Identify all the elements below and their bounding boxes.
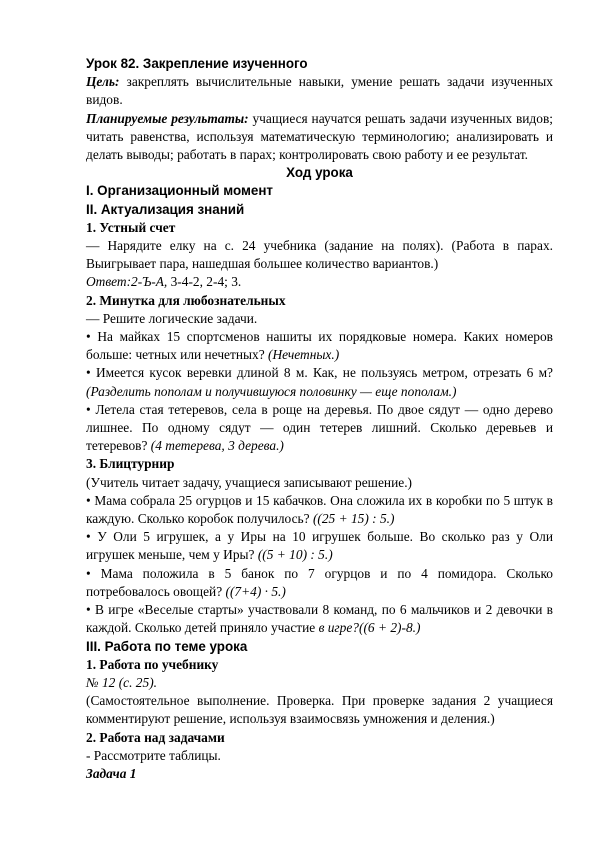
oral-count-text: — Нарядите елку на с. 24 учебника (задание на полях). (Работа в парах. Выигрывает пара, нашедшая большее количество вариантов.) bbox=[86, 238, 553, 272]
results-label: Планируемые результаты: bbox=[86, 110, 249, 126]
section-2-heading: II. Актуализация знаний bbox=[86, 201, 245, 217]
goal-label: Цель: bbox=[86, 74, 120, 90]
course-heading: Ход урока bbox=[286, 165, 353, 181]
answer-rest: 3-4-2, 2-4; 3. bbox=[167, 274, 242, 290]
question-answer: (Разделить пополам и получившуюся половинку — еще пополам.) bbox=[86, 383, 457, 399]
goal-paragraph bbox=[86, 73, 553, 109]
question-text: • В игре «Веселые старты» участвовали 8 команд, по 6 мальчиков и 2 девочки в каждой. Сколько детей приняло участие bbox=[86, 602, 553, 636]
minute-question-3 bbox=[86, 401, 553, 456]
question-answer: (4 тетерева, 3 дерева.) bbox=[150, 438, 284, 454]
textbook-reference: № 12 (с. 25). bbox=[86, 674, 158, 690]
question-answer: (Нечетных.) bbox=[268, 347, 340, 363]
minute-heading: 2. Минутка для любознательных bbox=[86, 292, 286, 308]
oral-count-heading: 1. Устный счет bbox=[86, 219, 176, 235]
results-text: учащиеся научатся решать задачи изученных видов; читать равенства, используя математическую терминологию; анализировать и делать выводы; работать в парах; контролировать свою работу и ее результат. bbox=[86, 110, 553, 163]
tasks-intro: - Рассмотрите таблицы. bbox=[86, 747, 221, 763]
question-answer: ((25 + 15) : 5.) bbox=[312, 511, 395, 527]
blitz-heading: 3. Блицтурнир bbox=[86, 456, 175, 472]
section-3-heading: III. Работа по теме урока bbox=[86, 638, 248, 654]
question-text: • Имеется кусок веревки длиной 8 м. Как, не пользуясь метром, отрезать 6 м? bbox=[86, 365, 553, 381]
blitz-question-4 bbox=[86, 601, 553, 637]
question-text: • Мама собрала 25 огурцов и 15 кабачков. Она сложила их в коробки по 5 штук в каждую. Сколько коробок получилось? bbox=[86, 492, 553, 527]
tasks-heading: 2. Работа над задачами bbox=[86, 729, 225, 745]
blitz-question-1 bbox=[86, 492, 553, 528]
answer-label: Ответ:2-Ъ-А, bbox=[86, 274, 168, 290]
question-text: • Мама положила в 5 банок по 7 огурцов и по 4 помидора. Сколько потребовалось овощей? bbox=[86, 565, 553, 599]
question-answer: ((7+4) · 5.) bbox=[225, 583, 286, 599]
question-text: • У Оли 5 игрушек, а у Иры на 10 игрушек больше. Во сколько раз у Оли игрушек меньше, чем у Иры? bbox=[86, 529, 553, 563]
textbook-heading: 1. Работа по учебнику bbox=[86, 656, 219, 672]
textbook-text: (Самостоятельное выполнение. Проверка. При проверке задания 2 учащиеся комментируют решение, используя взаимосвязь умножения и деления.) bbox=[86, 693, 553, 727]
lesson-title: Урок 82. Закрепление изученного bbox=[86, 56, 308, 71]
task-1-label: Задача 1 bbox=[86, 765, 137, 781]
blitz-question-2 bbox=[86, 528, 553, 564]
minute-intro: — Решите логические задачи. bbox=[86, 310, 258, 326]
results-paragraph bbox=[86, 110, 553, 165]
question-text: • На майках 15 спортсменов нашиты их порядковые номера. Каких номеров больше: четных или нечетных? bbox=[86, 329, 553, 363]
blitz-question-3 bbox=[86, 565, 553, 601]
document-page bbox=[86, 55, 553, 783]
section-1-heading: I. Организационный момент bbox=[86, 183, 273, 199]
goal-text: закреплять вычислительные навыки, умение решать задачи изученных видов. bbox=[86, 74, 553, 108]
question-text: • Летела стая тетеревов, села в роще на деревья. По двое сядут — одно дерево лишнее. По одному сядут — один тетерев лишний. Сколько деревьев и тетеревов? bbox=[86, 401, 553, 454]
question-answer: в игре?((6 + 2)-8.) bbox=[318, 620, 421, 636]
oral-count-answer bbox=[86, 273, 553, 291]
question-answer: ((5 + 10) : 5.) bbox=[257, 547, 333, 563]
blitz-intro: (Учитель читает задачу, учащиеся записывают решение.) bbox=[86, 474, 413, 490]
minute-question-2 bbox=[86, 364, 553, 400]
minute-question-1 bbox=[86, 328, 553, 364]
